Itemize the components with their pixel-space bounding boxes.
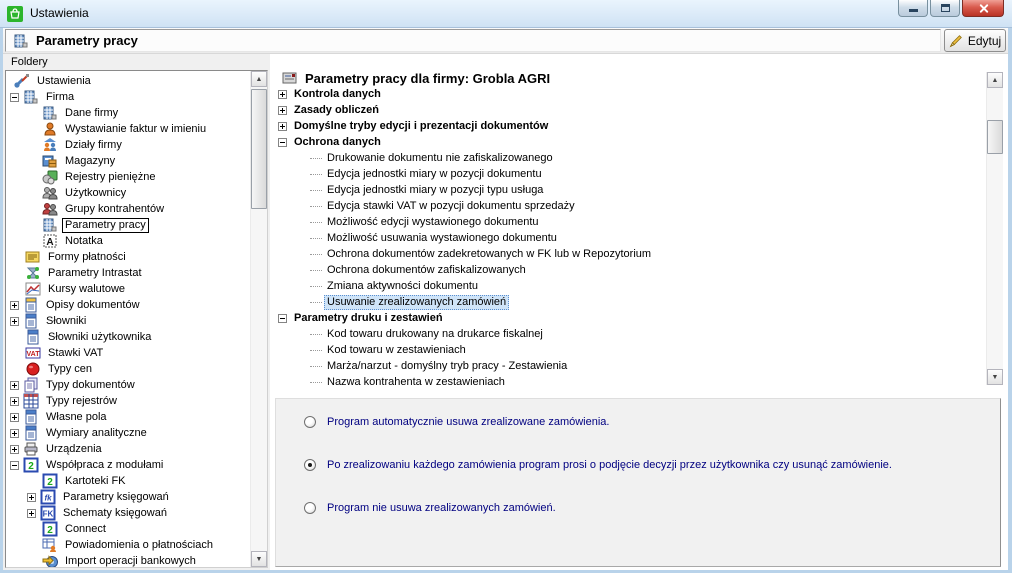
- tree-connector: [310, 382, 322, 383]
- tree-item-label: Zmiana aktywności dokumentu: [327, 279, 479, 292]
- tree-item-label: Marża/narzut - domyślny tryb pracy - Zestawienia: [327, 359, 568, 372]
- tree-item-label: Kod towaru drukowany na drukarce fiskalnej: [327, 327, 543, 340]
- expand-icon[interactable]: [10, 381, 19, 390]
- folders-caption: Foldery: [11, 56, 48, 68]
- window-body: [3, 28, 1008, 570]
- tree-connector: [310, 286, 322, 287]
- svg-text:VAT: VAT: [26, 351, 40, 358]
- expand-icon[interactable]: [10, 301, 19, 310]
- tree-item-typy-dokumentów[interactable]: [6, 377, 250, 393]
- tree-item-label: Notatka: [65, 234, 103, 247]
- tree-item-grupy-kontrahentów[interactable]: [6, 201, 250, 217]
- tree-item-własne-pola[interactable]: [6, 409, 250, 425]
- scrollbar-thumb[interactable]: [251, 89, 267, 209]
- expand-icon[interactable]: [27, 509, 36, 518]
- tree-item-label: Ustawienia: [37, 74, 91, 87]
- tree-item-label: Typy rejestrów: [46, 394, 117, 407]
- tree-item-rejestry-pieniężne[interactable]: [6, 169, 250, 185]
- tree-item-label: Ochrona dokumentów zafiskalizowanych: [327, 263, 526, 276]
- form-icon: [282, 70, 298, 86]
- tree-item-użytkownicy[interactable]: [6, 185, 250, 201]
- module-icon: [23, 457, 39, 473]
- svg-text:2: 2: [28, 461, 34, 472]
- tree-connector: [310, 254, 322, 255]
- maximize-button[interactable]: [930, 0, 960, 17]
- tree-item-label: Edycja jednostki miary w pozycji dokumentu: [327, 167, 542, 180]
- tree-item-label: Stawki VAT: [48, 346, 104, 359]
- expand-icon[interactable]: [10, 317, 19, 326]
- users-red-icon: [42, 201, 58, 217]
- tree-item-ochrona-dokumentów-zafiskalizowanych[interactable]: [274, 262, 980, 278]
- tree-item-label: Parametry Intrastat: [48, 266, 142, 279]
- module-icon: [42, 521, 58, 537]
- tree-item-label: Parametry księgowań: [63, 490, 169, 503]
- notify-icon: [42, 537, 58, 553]
- radio-option-label: Program automatycznie usuwa zrealizowane zamówienia.: [327, 416, 610, 428]
- parameters-panel: [270, 54, 1008, 570]
- tree-item-firma[interactable]: [6, 89, 250, 105]
- close-icon: [978, 3, 989, 14]
- tree-item-marża-narzut-domyślny-tryb-pracy-zestawienia[interactable]: [274, 358, 980, 374]
- tree-item-opisy-dokumentów[interactable]: [6, 297, 250, 313]
- tree-item-label: Słowniki użytkownika: [48, 330, 152, 343]
- tree-connector: [310, 190, 322, 191]
- tree-item-label: Formy płatności: [48, 250, 126, 263]
- tree-item-label: Działy firmy: [65, 138, 122, 151]
- edit-button-label: Edytuj: [967, 33, 1002, 48]
- building-icon: [13, 33, 29, 49]
- radio-selected-icon[interactable]: [304, 459, 316, 471]
- tree-item-label: Grupy kontrahentów: [65, 202, 165, 215]
- tree-item-label: Usuwanie zrealizowanych zamówień: [324, 295, 509, 310]
- tree-item-label: Nazwa kontrahenta w zestawieniach: [327, 375, 505, 388]
- tree-item-typy-rejestrów[interactable]: [6, 393, 250, 409]
- panel-title: Parametry pracy: [36, 33, 138, 48]
- tree-item-label: Connect: [65, 522, 106, 535]
- building-icon: [23, 89, 39, 105]
- tools-icon: [14, 73, 30, 89]
- collapse-icon[interactable]: [278, 314, 287, 323]
- tree-item-kartoteki-fk[interactable]: [6, 473, 250, 489]
- tree-connector: [310, 206, 322, 207]
- folders-tree-box: [5, 70, 268, 568]
- radio-option-label: Po zrealizowaniu każdego zamówienia program prosi o podjęcie decyzji przez użytkownika czy usunąć zamówienie.: [327, 459, 892, 471]
- tree-item-parametry-pracy[interactable]: [6, 217, 250, 233]
- money-icon: [42, 169, 58, 185]
- tree-item-stawki-vat[interactable]: [6, 345, 250, 361]
- window-title: Ustawienia: [30, 6, 89, 20]
- tree-item-connect[interactable]: [6, 521, 250, 537]
- tree-item-schematy-księgowań[interactable]: [6, 505, 250, 521]
- svg-text:A: A: [46, 237, 54, 248]
- expand-icon[interactable]: [10, 397, 19, 406]
- tree-item-label: Powiadomienia o płatnościach: [65, 538, 213, 551]
- tree-item-magazyny[interactable]: [6, 153, 250, 169]
- folders-scrollbar[interactable]: [250, 71, 267, 567]
- maximize-icon: [941, 4, 950, 12]
- collapse-icon[interactable]: [10, 461, 19, 470]
- tree-item-label: Dane firmy: [65, 106, 119, 119]
- tree-item-label: Ochrona danych: [294, 135, 381, 148]
- scroll-up-icon[interactable]: ▲: [251, 71, 267, 87]
- tree-connector: [310, 350, 322, 351]
- tree-connector: [310, 158, 322, 159]
- users-icon: [42, 185, 58, 201]
- tree-item-label: Firma: [46, 90, 75, 103]
- vat-icon: [25, 345, 41, 361]
- scroll-up-icon[interactable]: ▲: [987, 72, 1003, 88]
- doc-blue-icon: [23, 425, 39, 441]
- tree-connector: [310, 302, 322, 303]
- tree-item-słowniki-użytkownika[interactable]: [6, 329, 250, 345]
- doc-blue-icon: [23, 409, 39, 425]
- tree-item-label: Ochrona dokumentów zadekretowanych w FK lub w Repozytorium: [327, 247, 652, 260]
- radio-unselected-icon[interactable]: [304, 416, 316, 428]
- tree-item-ochrona-danych[interactable]: [274, 134, 980, 150]
- minimize-button[interactable]: [898, 0, 928, 17]
- expand-icon[interactable]: [278, 106, 287, 115]
- panel-header: [5, 29, 941, 52]
- tree-item-formy-płatności[interactable]: [6, 249, 250, 265]
- tree-item-label: Kod towaru w zestawieniach: [327, 343, 466, 356]
- tree-item-label: Kontrola danych: [294, 87, 381, 100]
- tree-item-ochrona-dokumentów-zadekretowanych-w-fk-lub-w-repozytorium[interactable]: [274, 246, 980, 262]
- tree-item-powiadomienia-o-płatnościach[interactable]: [6, 537, 250, 553]
- tree-item-kod-towaru-w-zestawieniach[interactable]: [274, 342, 980, 358]
- tree-item-parametry-pracy-dla-firmy-grobla-agri[interactable]: [274, 70, 980, 86]
- tree-item-label: Wymiary analityczne: [46, 426, 147, 439]
- tree-item-domyślne-tryby-edycji-i-prezentacji-dokumentów[interactable]: [274, 118, 980, 134]
- tree-item-label: Użytkownicy: [65, 186, 127, 199]
- tree-item-edycja-jednostki-miary-w-pozycji-typu-usługa[interactable]: [274, 182, 980, 198]
- tree-item-label: Parametry pracy: [62, 218, 149, 233]
- collapse-icon[interactable]: [10, 93, 19, 102]
- tree-connector: [310, 334, 322, 335]
- tree-item-label: Kursy walutowe: [48, 282, 126, 295]
- doc-blue-icon: [23, 313, 39, 329]
- tree-item-parametry-druku-i-zestawień[interactable]: [274, 310, 980, 326]
- expand-icon[interactable]: [10, 445, 19, 454]
- price-icon: [25, 361, 41, 377]
- tree-item-label: Domyślne tryby edycji i prezentacji dokumentów: [294, 119, 549, 132]
- svg-text:fk: fk: [44, 493, 52, 503]
- folders-tree: [6, 71, 250, 567]
- scroll-down-icon[interactable]: ▼: [251, 551, 267, 567]
- tree-item-notatka[interactable]: [6, 233, 250, 249]
- minimize-icon: [909, 9, 918, 12]
- tree-item-dane-firmy[interactable]: [6, 105, 250, 121]
- grid-icon: [23, 393, 39, 409]
- folders-panel: [3, 54, 270, 570]
- tree-item-label: Import operacji bankowych: [65, 554, 196, 567]
- tree-item-kontrola-danych[interactable]: [274, 86, 980, 102]
- expand-icon[interactable]: [278, 122, 287, 131]
- note-icon: [42, 233, 58, 249]
- module-icon: [42, 473, 58, 489]
- tree-item-usuwanie-zrealizowanych-zamówień[interactable]: [274, 294, 980, 310]
- tree-item-label: Drukowanie dokumentu nie zafiskalizowanego: [327, 151, 553, 164]
- tree-connector: [310, 174, 322, 175]
- tree-item-typy-cen[interactable]: [6, 361, 250, 377]
- tree-item-ustawienia[interactable]: [6, 73, 250, 89]
- tree-item-import-operacji-bankowych[interactable]: [6, 553, 250, 567]
- toolbar: [3, 28, 1008, 54]
- tree-connector: [310, 270, 322, 271]
- scroll-down-icon[interactable]: ▼: [987, 369, 1003, 385]
- tree-item-label: Zasady obliczeń: [294, 103, 379, 116]
- doc-blue-icon: [25, 329, 41, 345]
- svg-text:2: 2: [47, 477, 53, 488]
- tree-item-label: Możliwość usuwania wystawionego dokumentu: [327, 231, 557, 244]
- tree-item-label: Słowniki: [46, 314, 87, 327]
- tree-item-label: Możliwość edycji wystawionego dokumentu: [327, 215, 539, 228]
- tree-item-label: Współpraca z modułami: [46, 458, 164, 471]
- tree-item-urządzenia[interactable]: [6, 441, 250, 457]
- chart-icon: [25, 281, 41, 297]
- radio-option-2[interactable]: [304, 459, 990, 472]
- radio-option-1[interactable]: [304, 416, 990, 429]
- tree-item-label: Typy dokumentów: [46, 378, 135, 391]
- tree-item-drukowanie-dokumentu-nie-zafiskalizowanego[interactable]: [274, 150, 980, 166]
- tree-item-współpraca-z-modułami[interactable]: [6, 457, 250, 473]
- parameters-scrollbar[interactable]: [986, 72, 1003, 385]
- tree-item-label: Własne pola: [46, 410, 107, 423]
- tree-item-label: Opisy dokumentów: [46, 298, 140, 311]
- tree-item-możliwość-usuwania-wystawionego-dokumentu[interactable]: [274, 230, 980, 246]
- expand-icon[interactable]: [10, 413, 19, 422]
- printer-icon: [23, 441, 39, 457]
- tree-item-wymiary-analityczne[interactable]: [6, 425, 250, 441]
- app-icon: [7, 6, 23, 22]
- title-bar[interactable]: [0, 0, 1012, 28]
- tree-item-label: Parametry pracy dla firmy: Grobla AGRI: [305, 70, 551, 86]
- tree-item-nazwa-kontrahenta-w-zestawieniach[interactable]: [274, 374, 980, 390]
- tree-item-zmiana-aktywności-dokumentu[interactable]: [274, 278, 980, 294]
- tree-item-parametry-intrastat[interactable]: [6, 265, 250, 281]
- radio-option-3[interactable]: [304, 502, 990, 515]
- tree-item-edycja-stawki-vat-w-pozycji-dokumentu-sprzedaży[interactable]: [274, 198, 980, 214]
- parameters-tree: [274, 66, 980, 394]
- tree-item-możliwość-edycji-wystawionego-dokumentu[interactable]: [274, 214, 980, 230]
- svg-text:2: 2: [47, 525, 53, 536]
- payment-icon: [25, 249, 41, 265]
- tree-connector: [310, 238, 322, 239]
- tree-item-label: Edycja jednostki miary w pozycji typu usługa: [327, 183, 544, 196]
- scrollbar-thumb[interactable]: [987, 120, 1003, 154]
- expand-icon[interactable]: [278, 90, 287, 99]
- tree-connector: [310, 222, 322, 223]
- tree-item-label: Parametry druku i zestawień: [294, 311, 443, 324]
- building-icon: [42, 217, 58, 233]
- window-controls: [898, 0, 1004, 17]
- import-icon: [42, 553, 58, 567]
- tree-item-słowniki[interactable]: [6, 313, 250, 329]
- warehouse-icon: [42, 153, 58, 169]
- departments-icon: [42, 137, 58, 153]
- close-button[interactable]: [962, 0, 1004, 17]
- radio-unselected-icon[interactable]: [304, 502, 316, 514]
- doc-yellow-icon: [23, 297, 39, 313]
- expand-icon[interactable]: [27, 493, 36, 502]
- pencil-icon: [949, 34, 963, 48]
- tree-item-kursy-walutowe[interactable]: [6, 281, 250, 297]
- tree-item-label: Schematy księgowań: [63, 506, 167, 519]
- tree-item-label: Edycja stawki VAT w pozycji dokumentu sprzedaży: [327, 199, 575, 212]
- tree-item-edycja-jednostki-miary-w-pozycji-dokumentu[interactable]: [274, 166, 980, 182]
- FK-icon: [40, 505, 56, 521]
- doc-stack-icon: [23, 377, 39, 393]
- tree-item-wystawianie-faktur-w-imieniu[interactable]: [6, 121, 250, 137]
- tree-item-działy-firmy[interactable]: [6, 137, 250, 153]
- collapse-icon[interactable]: [278, 138, 287, 147]
- order-removal-options: [275, 398, 1001, 567]
- edit-button[interactable]: [944, 29, 1006, 52]
- tree-item-label: Kartoteki FK: [65, 474, 126, 487]
- tree-item-label: Urządzenia: [46, 442, 102, 455]
- svg-text:FK: FK: [42, 509, 54, 519]
- person-icon: [42, 121, 58, 137]
- tree-item-label: Rejestry pieniężne: [65, 170, 156, 183]
- intrastat-icon: [25, 265, 41, 281]
- tree-connector: [310, 366, 322, 367]
- building-icon: [42, 105, 58, 121]
- tree-item-label: Wystawianie faktur w imieniu: [65, 122, 207, 135]
- fk-icon: [40, 489, 56, 505]
- tree-item-zasady-obliczeń[interactable]: [274, 102, 980, 118]
- tree-item-label: Magazyny: [65, 154, 116, 167]
- tree-item-label: Typy cen: [48, 362, 93, 375]
- radio-option-label: Program nie usuwa zrealizowanych zamówień.: [327, 502, 556, 514]
- expand-icon[interactable]: [10, 429, 19, 438]
- tree-item-parametry-księgowań[interactable]: [6, 489, 250, 505]
- tree-item-kod-towaru-drukowany-na-drukarce-fiskalnej[interactable]: [274, 326, 980, 342]
